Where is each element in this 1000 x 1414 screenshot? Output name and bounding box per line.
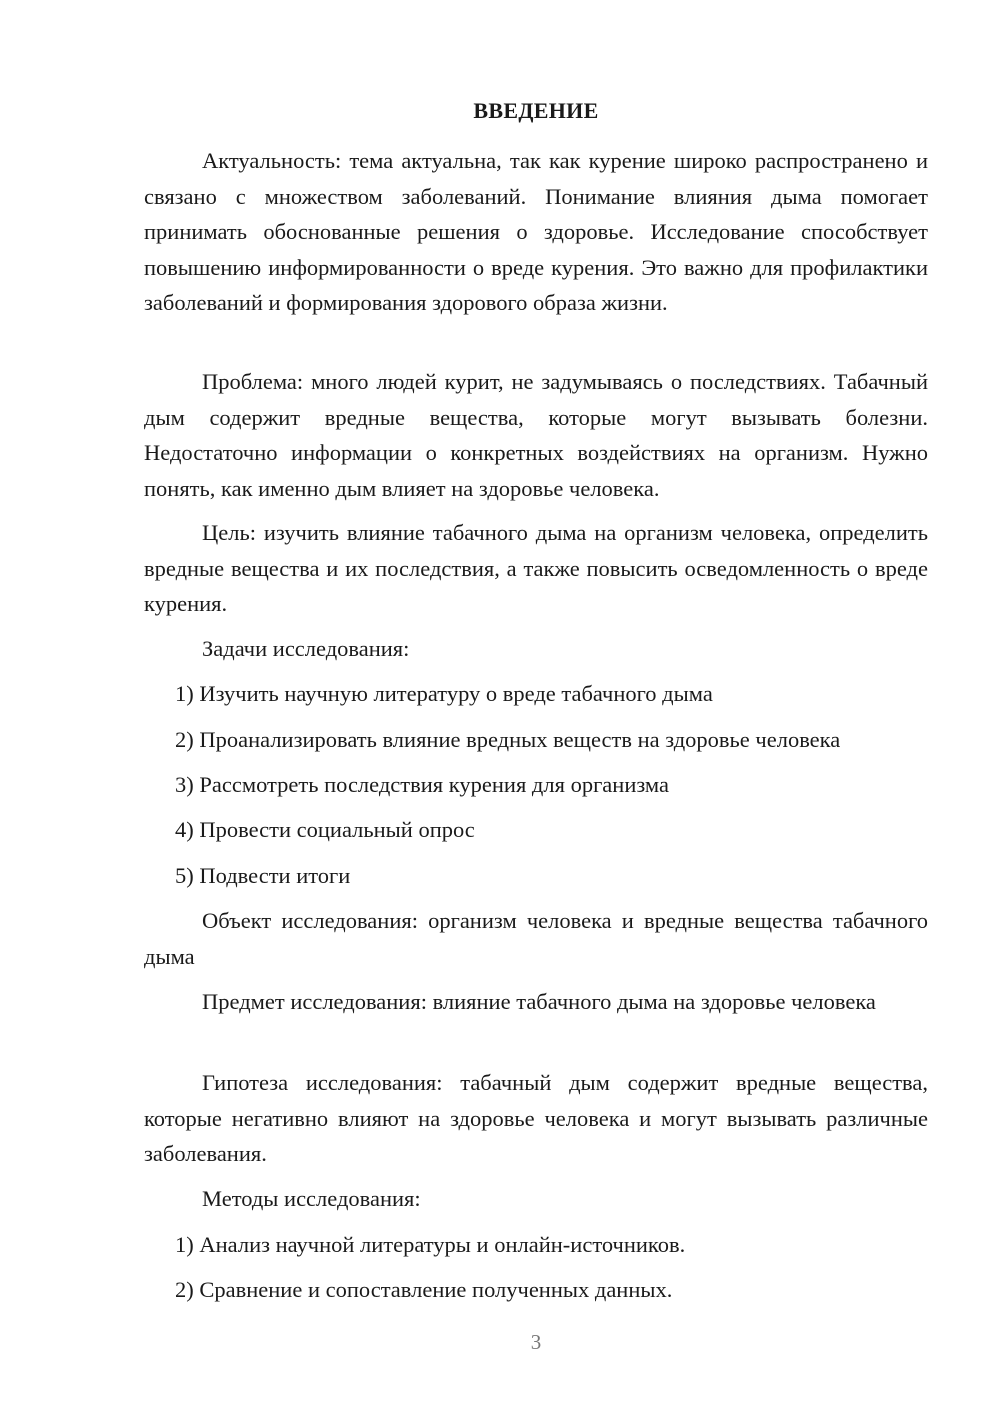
paragraph-problem: Проблема: много людей курит, не задумываясь о последствиях. Табачный дым содержит вредные вещества, которые могут вызывать болезни. Недостаточно информации о конкретных воздействиях на организм. Нужно понять, как именно дым влияет на здоровье человека. [144, 369, 928, 501]
task-item-2: 2) Проанализировать влияние вредных веществ на здоровье человека [175, 727, 841, 752]
task-item-4: 4) Провести социальный опрос [175, 817, 475, 842]
methods-heading: Методы исследования: [202, 1186, 421, 1211]
page-number: 3 [530, 1330, 542, 1354]
method-item-1: 1) Анализ научной литературы и онлайн-источников. [175, 1232, 686, 1257]
paragraph-hypothesis: Гипотеза исследования: табачный дым содержит вредные вещества, которые негативно влияют на здоровье человека и могут вызывать различные заболевания. [144, 1070, 928, 1166]
paragraph-relevance: Актуальность: тема актуальна, так как курение широко распространено и связано с множеством заболеваний. Понимание влияния дыма помогает принимать обоснованные решения о здоровье. Исследование способствует повышению информированности о вреде курения. Это важно для профилактики заболеваний и формирования здорового образа жизни. [144, 148, 928, 315]
task-item-1: 1) Изучить научную литературу о вреде табачного дыма [175, 681, 713, 706]
task-item-3: 3) Рассмотреть последствия курения для организма [175, 772, 670, 797]
tasks-heading: Задачи исследования: [202, 636, 410, 661]
paragraph-subject: Предмет исследования: влияние табачного дыма на здоровье человека [202, 989, 876, 1014]
task-item-5: 5) Подвести итоги [175, 863, 351, 888]
paragraph-goal: Цель: изучить влияние табачного дыма на организм человека, определить вредные вещества и их последствия, а также повысить осведомленность о вреде курения. [144, 520, 928, 616]
method-item-2: 2) Сравнение и сопоставление полученных данных. [175, 1277, 673, 1302]
section-title: ВВЕДЕНИЕ [473, 98, 599, 123]
paragraph-object: Объект исследования: организм человека и вредные вещества табачного дыма [144, 908, 928, 969]
